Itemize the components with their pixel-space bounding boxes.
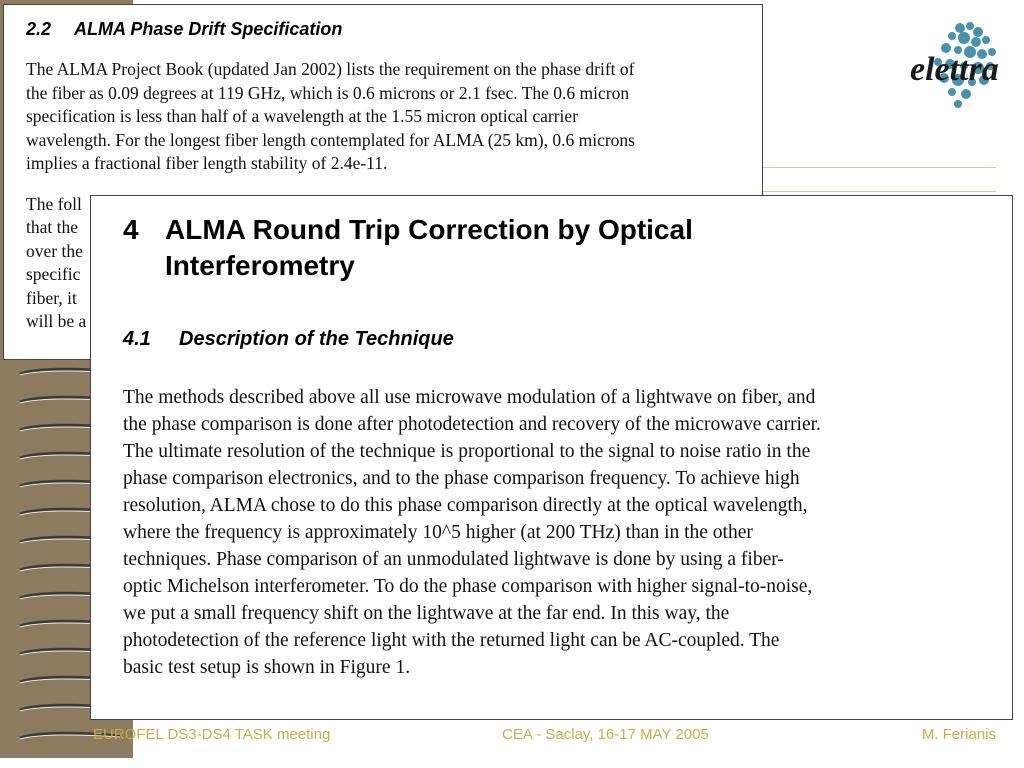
slide-footer xyxy=(0,724,1024,748)
section-title: Description of the Technique xyxy=(179,328,454,350)
text-line: The methods described above all use microwave modulation of a lightwave on fiber, and xyxy=(123,387,816,408)
text-line: we put a small frequency shift on the lightwave at the far end. In this way, the xyxy=(123,603,730,624)
text-line: The ultimate resolution of the technique is proportional to the signal to noise ratio in the xyxy=(123,441,811,462)
text-line: the phase comparison is done after photodetection and recovery of the microwave carrier. xyxy=(123,414,821,435)
back-section-heading xyxy=(26,19,740,40)
text-line: that the xyxy=(26,217,78,237)
footer-author: M. Ferianis xyxy=(921,726,996,743)
text-line: The foll xyxy=(26,193,82,214)
footer-event: EUROFEL DS3-DS4 TASK meeting xyxy=(93,726,331,743)
text-line: resolution, ALMA chose to do this phase comparison directly at the optical wavelength, xyxy=(123,495,808,516)
chapter-heading xyxy=(123,212,1012,284)
back-section-title: ALMA Phase Drift Specification xyxy=(74,19,343,39)
text-line: specific xyxy=(26,264,81,284)
text-line: fiber, it xyxy=(26,287,77,308)
text-line: The ALMA Project Book (updated Jan 2002) lists the requirement on the phase drift of xyxy=(26,59,635,79)
text-line: photodetection of the reference light with the returned light can be AC-coupled. The xyxy=(123,630,780,651)
elettra-logo xyxy=(908,14,1008,110)
text-line: will be a xyxy=(26,311,87,331)
front-document-page xyxy=(90,195,1013,720)
text-line: the fiber as 0.09 degrees at 119 GHz, which is 0.6 microns or 2.1 fsec. The 0.6 micron xyxy=(26,82,630,103)
text-line: where the frequency is approximately 10^5 higher (at 200 THz) than in the other xyxy=(123,522,753,543)
text-line: wavelength. For the longest fiber length contemplated for ALMA (25 km), 0.6 microns xyxy=(26,129,635,150)
text-line: specification is less than half of a wavelength at the 1.55 micron optical carrier xyxy=(26,106,579,126)
header-rule xyxy=(762,167,996,168)
chapter-number: 4 xyxy=(123,214,139,245)
footer-location-date: CEA - Saclay, 16-17 MAY 2005 xyxy=(502,726,709,743)
section-heading xyxy=(123,328,1012,351)
logo-wordmark: elettra xyxy=(910,51,999,88)
back-paragraph-1 xyxy=(26,58,740,176)
text-line: phase comparison electronics, and to the phase comparison frequency. To achieve high xyxy=(123,468,800,489)
text-line: techniques. Phase comparison of an unmodulated lightwave is done by using a fiber- xyxy=(123,549,784,570)
technique-paragraph xyxy=(123,384,1012,681)
text-line: over the xyxy=(26,240,83,261)
text-line: optic Michelson interferometer. To do the phase comparison with higher signal-to-noise, xyxy=(123,576,813,597)
chapter-title-line-1: ALMA Round Trip Correction by Optical xyxy=(165,214,693,245)
section-number: 4.1 xyxy=(123,328,151,350)
chapter-title-line-2: Interferometry xyxy=(165,250,355,281)
text-line: basic test setup is shown in Figure 1. xyxy=(123,657,411,678)
text-line: implies a fractional fiber length stability of 2.4e-11. xyxy=(26,153,388,173)
back-section-number: 2.2 xyxy=(26,19,52,39)
elettra-logo-icon xyxy=(908,14,1008,110)
header-rule-2 xyxy=(762,191,996,192)
